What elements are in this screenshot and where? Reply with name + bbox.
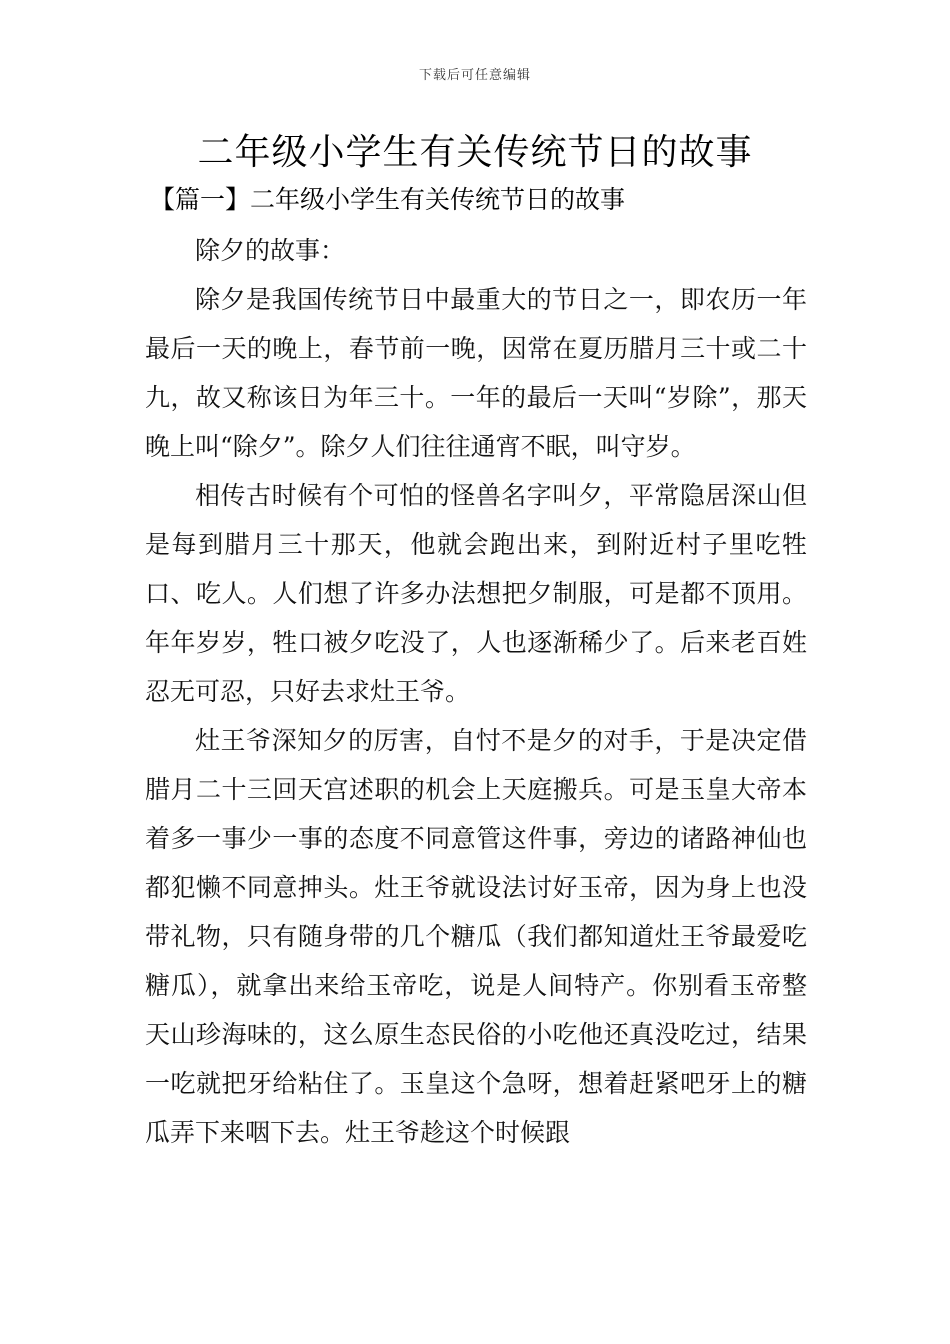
document-body — [145, 226, 807, 1157]
paragraph-xi-monster: 相传古时候有个可怕的怪兽名字叫夕，平常隐居深山但是每到腊月三十那天，他就会跑出来，到附近村子里吃牲口、吃人。人们想了许多办法想把夕制服，可是都不顶用。年年岁岁，牲口被夕吃没了，人也逐渐稀少了。后来老百姓忍无可忍，只好去求灶王爷。 — [145, 481, 807, 706]
section-heading: 【篇一】二年级小学生有关传统节日的故事 — [150, 185, 626, 214]
paragraph-story-label: 除夕的故事： — [195, 236, 346, 265]
paragraph-zaowangye: 灶王爷深知夕的厉害，自忖不是夕的对手，于是决定借腊月二十三回天宫述职的机会上天庭搬兵。可是玉皇大帝本着多一事少一事的态度不同意管这件事，旁边的诸路神仙也都犯懒不同意抻头。灶王爷就设法讨好玉帝，因为身上也没带礼物，只有随身带的几个糖瓜（我们都知道灶王爷最爱吃糖瓜），就拿出来给玉帝吃，说是人间特产。你别看玉帝整天山珍海味的，这么原生态民俗的小吃他还真没吃过，结果一吃就把牙给粘住了。玉皇这个急呀，想着赶紧吧牙上的糖瓜弄下来咽下去。灶王爷趁这个时候跟 — [145, 726, 807, 1147]
page-header-note: 下载后可任意编辑 — [418, 68, 531, 83]
document-title: 二年级小学生有关传统节日的故事 — [197, 132, 753, 173]
paragraph-chuxi-intro: 除夕是我国传统节日中最重大的节日之一，即农历一年最后一天的晚上，春节前一晚，因常在夏历腊月三十或二十九，故又称该日为年三十。一年的最后一天叫“岁除”，那天晚上叫“除夕”。除夕人们往往通宵不眠，叫守岁。 — [145, 285, 807, 461]
